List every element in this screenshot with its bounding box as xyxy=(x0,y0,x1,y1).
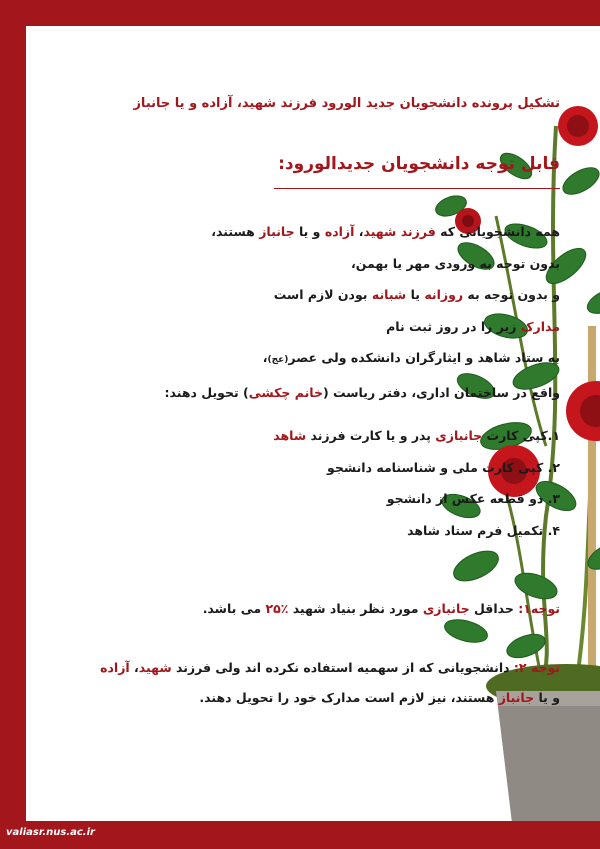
text-segment: بودن لازم است xyxy=(273,287,372,302)
text-segment: مورد نظر بنیاد شهید xyxy=(288,601,423,616)
text-segment: می باشد. xyxy=(202,601,266,616)
text-segment: زیر را در روز ثبت نام xyxy=(386,318,521,334)
text-segment: هستند، نیز لازم است مدارک خود را تحویل دهند. xyxy=(199,690,499,705)
note-1 xyxy=(90,593,560,625)
text-segment: پدر و یا کارت فرزند xyxy=(306,428,436,443)
text-segment: دانشجویانی که از سهمیه استفاده نکرده اند ولی فرزند xyxy=(171,660,514,675)
list-item: ۴. تکمیل فرم ستاد شاهد xyxy=(407,522,560,538)
required-documents-list xyxy=(90,420,560,546)
note-2-line-2 xyxy=(90,683,560,713)
note-1-line xyxy=(90,593,560,625)
highlight-veteran: جانبازی xyxy=(422,601,470,616)
list-item xyxy=(90,420,560,452)
text-segment: ) تحویل دهند: xyxy=(164,384,249,400)
paragraph-line-5 xyxy=(90,342,560,377)
list-item: ۲. کپی کارت ملی و شناسنامه دانشجو xyxy=(327,459,560,475)
text-segment: ، xyxy=(129,660,139,675)
highlight-veteran: جانباز xyxy=(259,224,295,239)
text-segment: ، xyxy=(354,224,364,239)
note-2 xyxy=(90,653,560,713)
highlight-martyr-child: فرزند شهید xyxy=(363,224,436,239)
paragraph-line-4 xyxy=(90,311,560,343)
text-segment: حداقل xyxy=(469,601,519,616)
page-subtitle: قابل توجه دانشجویان جدیدالورود: xyxy=(278,154,560,174)
paragraph-line-2: بدون توجه به ورودی مهر یا بهمن، xyxy=(351,255,560,271)
list-item: ۳. دو قطعه عکس از دانشجو xyxy=(386,491,560,506)
footer-bar xyxy=(0,821,600,849)
highlight-veteran: جانباز xyxy=(498,690,535,705)
text-segment: همه دانشجویانی که xyxy=(435,224,560,239)
highlight-freed-pow: آزاده xyxy=(324,224,355,239)
highlight-contact-name: خانم چکشی xyxy=(248,384,323,400)
paragraph-line-6 xyxy=(90,377,560,409)
highlight-evening: شبانه xyxy=(371,287,407,302)
text-segment: و یا xyxy=(294,224,325,239)
honorific-small: (عج) xyxy=(267,355,289,365)
text-segment: ، xyxy=(262,350,268,365)
paragraph-line-1 xyxy=(90,216,560,248)
highlight-martyr: شهید xyxy=(138,660,172,675)
text-segment: واقع در ساختمان اداری، دفتر ریاست ( xyxy=(322,384,560,400)
subtitle-underline xyxy=(274,188,560,189)
highlight-percent: ٪۲۵ xyxy=(265,601,289,616)
text-segment: و یا xyxy=(534,690,560,705)
document-page xyxy=(26,26,600,821)
highlight-freed-pow: آزاده xyxy=(100,660,130,675)
highlight-shahed: شاهد xyxy=(273,428,307,443)
site-url-label: valiasr.nus.ac.ir xyxy=(6,827,95,838)
highlight-daytime: روزانه xyxy=(424,287,464,302)
text-segment: هستند، xyxy=(211,224,260,239)
note-2-label: توجه ۲: xyxy=(513,660,560,675)
paragraph-line-3 xyxy=(90,279,560,311)
highlight-veteran-card: جانبازی xyxy=(435,428,483,443)
text-segment: به ستاد شاهد و ایثارگران دانشکده ولی عصر xyxy=(288,350,560,365)
highlight-documents: مدارک xyxy=(520,318,560,334)
note-2-line-1 xyxy=(90,653,560,683)
note-1-label: توجه۱: xyxy=(518,601,560,616)
page-header-title: تشکیل پرونده دانشجویان جدید الورود فرزند شهید، آزاده و یا جانباز xyxy=(133,96,560,111)
main-paragraph xyxy=(90,216,560,408)
text-segment: و بدون توجه به xyxy=(463,287,560,302)
text-segment: یا xyxy=(406,287,425,302)
text-segment: ۱.کپی کارت xyxy=(482,428,560,443)
